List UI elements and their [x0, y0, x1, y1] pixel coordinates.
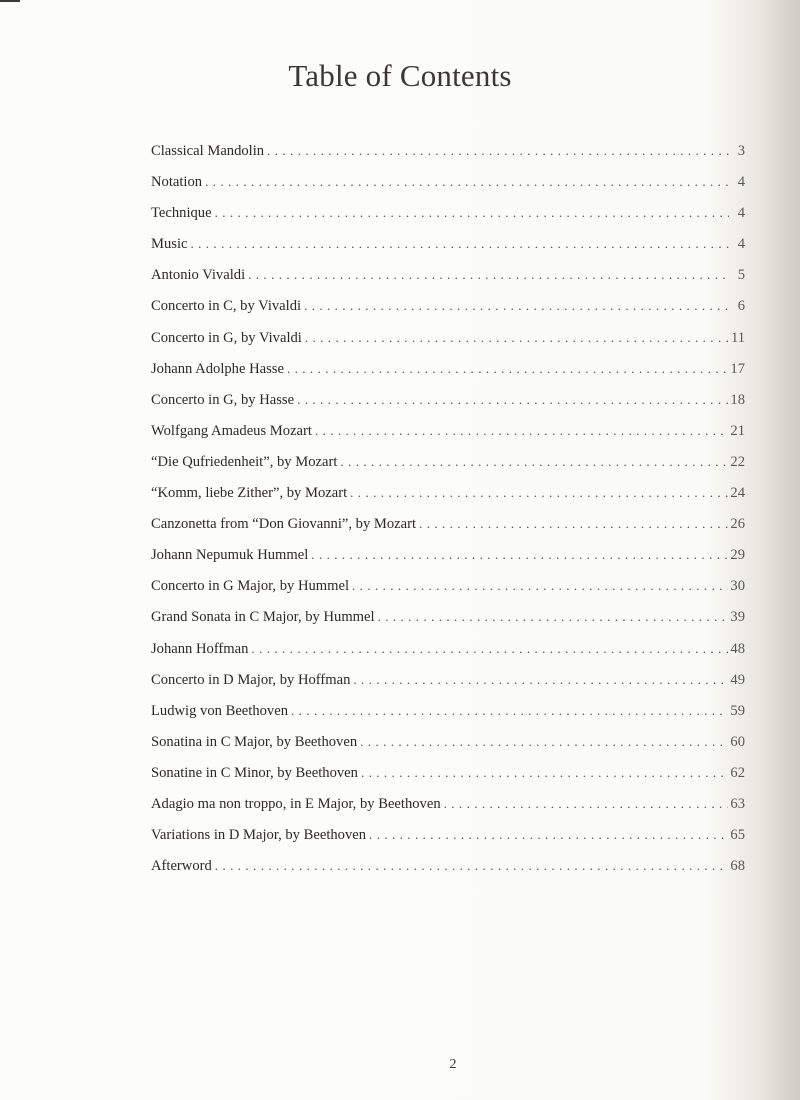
toc-entry-page: 30 — [730, 578, 745, 595]
dot-leader — [361, 757, 728, 788]
toc-entry — [151, 197, 745, 228]
toc-entry-title: Antonio Vivaldi — [151, 267, 246, 284]
toc-entry-title: Canzonetta from “Don Giovanni”, by Mozart — [151, 516, 417, 533]
toc-entry-page: 3 — [737, 143, 745, 159]
toc-entry-page: 59 — [730, 702, 745, 719]
dot-leader — [305, 322, 729, 353]
toc-entry-title: Concerto in G, by Hasse — [151, 391, 295, 408]
toc-entry-page: 39 — [730, 609, 745, 626]
toc-entry-title: Grand Sonata in C Major, by Hummel — [151, 609, 375, 626]
toc-entry — [151, 228, 745, 259]
toc-entry-page: 21 — [730, 422, 745, 439]
toc-entry-page: 11 — [730, 329, 745, 346]
toc-entry-page: 63 — [730, 795, 745, 812]
dot-leader — [291, 695, 728, 726]
toc-entry — [151, 570, 745, 601]
toc-entry — [151, 446, 745, 477]
dot-leader — [248, 259, 729, 290]
toc-entry-title: Johann Hoffman — [151, 640, 249, 657]
toc-entry-page: 68 — [730, 858, 745, 875]
toc-entry — [151, 633, 745, 664]
toc-entry-page: 4 — [737, 174, 745, 191]
toc-entry-title: Afterword — [151, 858, 212, 875]
toc-entry-title: “Die Qufriedenheit”, by Mozart — [151, 453, 338, 470]
toc-entry-title: Notation — [151, 174, 203, 191]
toc-entry-page: 4 — [737, 236, 745, 253]
toc-entry-title: Sonatina in C Major, by Beethoven — [151, 733, 358, 750]
toc-entry-title: Technique — [151, 205, 212, 222]
dot-leader — [444, 788, 729, 819]
corner-mark — [0, 0, 20, 2]
toc-entry — [151, 757, 745, 788]
toc-entry — [151, 726, 745, 757]
dot-leader — [304, 290, 729, 321]
toc-entry-page: 26 — [730, 516, 745, 533]
toc-entry-page: 24 — [730, 485, 745, 502]
toc-entry-page: 60 — [730, 733, 745, 750]
toc-entry-title: Classical Mandolin — [151, 143, 265, 159]
toc-entry — [151, 322, 745, 353]
dot-leader — [378, 601, 729, 632]
toc-entry-title: “Komm, liebe Zither”, by Mozart — [151, 485, 348, 502]
toc-entry — [151, 539, 745, 570]
toc-entry — [151, 259, 745, 290]
toc-entry — [151, 788, 745, 819]
toc-entry — [151, 290, 745, 321]
dot-leader — [215, 850, 729, 881]
toc-entry-title: Music — [151, 236, 188, 253]
toc-entry — [151, 415, 745, 446]
toc-entry — [151, 819, 745, 850]
dot-leader — [353, 664, 728, 695]
toc-entry — [151, 508, 745, 539]
dot-leader — [352, 570, 728, 601]
toc-entry-page: 65 — [730, 827, 745, 844]
dot-leader — [311, 539, 728, 570]
dot-leader — [340, 446, 728, 477]
toc-entry-page: 48 — [730, 640, 745, 657]
toc-entry — [151, 850, 745, 881]
toc-entry-page: 6 — [737, 298, 745, 315]
dot-leader — [190, 228, 729, 259]
page-title: Table of Contents — [288, 58, 512, 93]
dot-leader — [350, 477, 728, 508]
toc-entry — [151, 353, 745, 384]
page-number: 2 — [449, 1057, 457, 1072]
toc-entry — [151, 664, 745, 695]
dot-leader — [267, 135, 729, 166]
toc-entry — [151, 477, 745, 508]
toc-entry — [151, 166, 745, 197]
toc-entry-title: Concerto in D Major, by Hoffman — [151, 671, 351, 688]
toc-entry — [151, 695, 745, 726]
toc-entry-title: Sonatine in C Minor, by Beethoven — [151, 764, 358, 781]
dot-leader — [360, 726, 728, 757]
toc-entry-page: 22 — [730, 453, 745, 470]
toc-entry-page: 49 — [730, 671, 745, 688]
toc-entry-title: Johann Nepumuk Hummel — [151, 547, 309, 564]
toc-entry — [151, 384, 745, 415]
toc-entry — [151, 601, 745, 632]
toc-entry-title: Concerto in G, by Vivaldi — [151, 329, 302, 346]
toc-entry — [151, 135, 745, 166]
toc-entry-title: Wolfgang Amadeus Mozart — [151, 422, 312, 439]
dot-leader — [251, 633, 728, 664]
dot-leader — [287, 353, 728, 384]
table-of-contents — [151, 135, 745, 881]
toc-entry-page: 29 — [730, 547, 745, 564]
toc-entry-page: 5 — [737, 267, 745, 284]
toc-entry-title: Adagio ma non troppo, in E Major, by Beethoven — [151, 795, 441, 812]
toc-entry-page: 17 — [730, 360, 745, 377]
toc-entry-title: Concerto in G Major, by Hummel — [151, 578, 350, 595]
toc-entry-title: Johann Adolphe Hasse — [151, 360, 284, 377]
dot-leader — [297, 384, 728, 415]
dot-leader — [315, 415, 728, 446]
dot-leader — [215, 197, 729, 228]
toc-entry-page: 4 — [737, 205, 745, 222]
dot-leader — [419, 508, 728, 539]
toc-entry-title: Ludwig von Beethoven — [151, 702, 288, 719]
toc-entry-page: 18 — [730, 391, 745, 408]
dot-leader — [369, 819, 728, 850]
toc-entry-title: Variations in D Major, by Beethoven — [151, 827, 367, 844]
toc-entry-page: 62 — [730, 764, 745, 781]
toc-entry-title: Concerto in C, by Vivaldi — [151, 298, 302, 315]
dot-leader — [205, 166, 729, 197]
